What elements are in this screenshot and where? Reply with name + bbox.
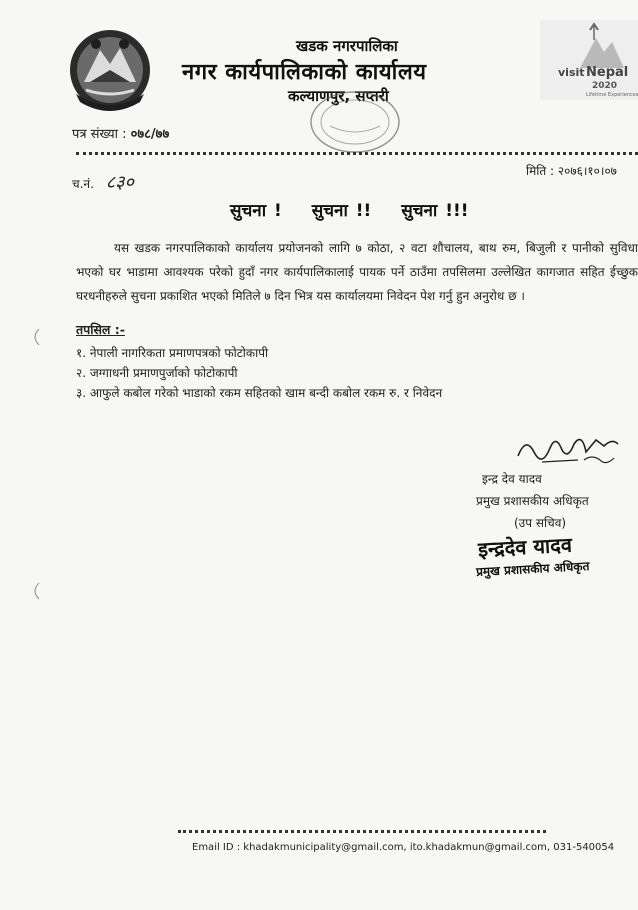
notice-body-paragraph: यस खडक नगरपालिकाको कार्यालय प्रयोजनको लागि ७ कोठा, २ वटा शौचालय, बाथ रुम, बिजुली र पानीको सुविधा भएको घर भाडामा आवश्यक परेको हुदाँ नगर कार्यपालिकालाई पायक पर्ने ठाउँमा तपसिलमा उल्लेखित कागजात सहित ईच्छुक घरधनीहरुले सुचना प्रकाशित भएको मितिले ७ दिन भित्र यस कार्यालयमा निवेदन पेश गर्नु हुन अनुरोध छ । <box>76 241 638 303</box>
dispatch-number <box>72 170 134 194</box>
svg-text:Nepal: Nepal <box>586 65 629 80</box>
svg-text:visit: visit <box>558 66 585 79</box>
dispatch-value: ८३० <box>105 172 134 193</box>
footer-divider <box>178 830 546 833</box>
letter-number-label: पत्र संख्या : <box>72 127 127 142</box>
office-stamp-icon <box>300 86 410 156</box>
svg-text:Lifetime Experiences: Lifetime Experiences <box>586 92 638 98</box>
letter-date: मिति : २०७६।१०।०७ <box>526 164 617 178</box>
nepal-emblem-icon <box>66 24 154 112</box>
details-item: ३. आफुले कबोल गरेको भाडाको रकम सहितको खाम बन्दी कबोल रकम रु. र निवेदन <box>76 386 443 400</box>
signatory-name: इन्द्र देव यादव <box>482 472 542 486</box>
visit-nepal-logo <box>540 20 638 100</box>
office-location: कल्याणपुर, सप्तरी <box>288 87 389 105</box>
notice-word-2: सुचना !! <box>311 201 372 221</box>
svg-text:2020: 2020 <box>592 81 618 91</box>
signatory-subtitle: (उप सचिव) <box>514 516 567 530</box>
letter-number-value: ०७८/७७ <box>130 127 170 142</box>
signatory-title: प्रमुख प्रशासकीय अधिकृत <box>476 494 589 508</box>
details-heading: तपसिल :- <box>76 322 125 337</box>
dispatch-label: च.नं. <box>72 177 94 191</box>
footer-contact: Email ID : khadakmunicipality@gmail.com, ito.khadakmun@gmail.com, 031-540054 <box>192 842 615 853</box>
punch-hole-mark <box>30 328 40 346</box>
seal-stamp-title: प्रमुख प्रशासकीय अधिकृत <box>475 559 590 579</box>
header-divider <box>76 152 638 155</box>
notice-word-3: सुचना !!! <box>401 201 469 221</box>
details-item: १. नेपाली नागरिकता प्रमाणपत्रको फोटोकापी <box>76 346 269 360</box>
seal-stamp-name: इन्द्रदेव यादव <box>477 532 573 562</box>
letter-number <box>72 124 169 142</box>
office-name: नगर कार्यपालिकाको कार्यालय <box>182 60 427 85</box>
handwritten-signature <box>512 430 622 470</box>
notice-heading <box>230 198 491 221</box>
notice-word-1: सुचना ! <box>230 201 282 221</box>
details-item: २. जग्गाधनी प्रमाणपुर्जाको फोटोकापी <box>76 366 238 380</box>
municipality-name: खडक नगरपालिका <box>296 37 398 55</box>
punch-hole-mark <box>30 582 40 600</box>
